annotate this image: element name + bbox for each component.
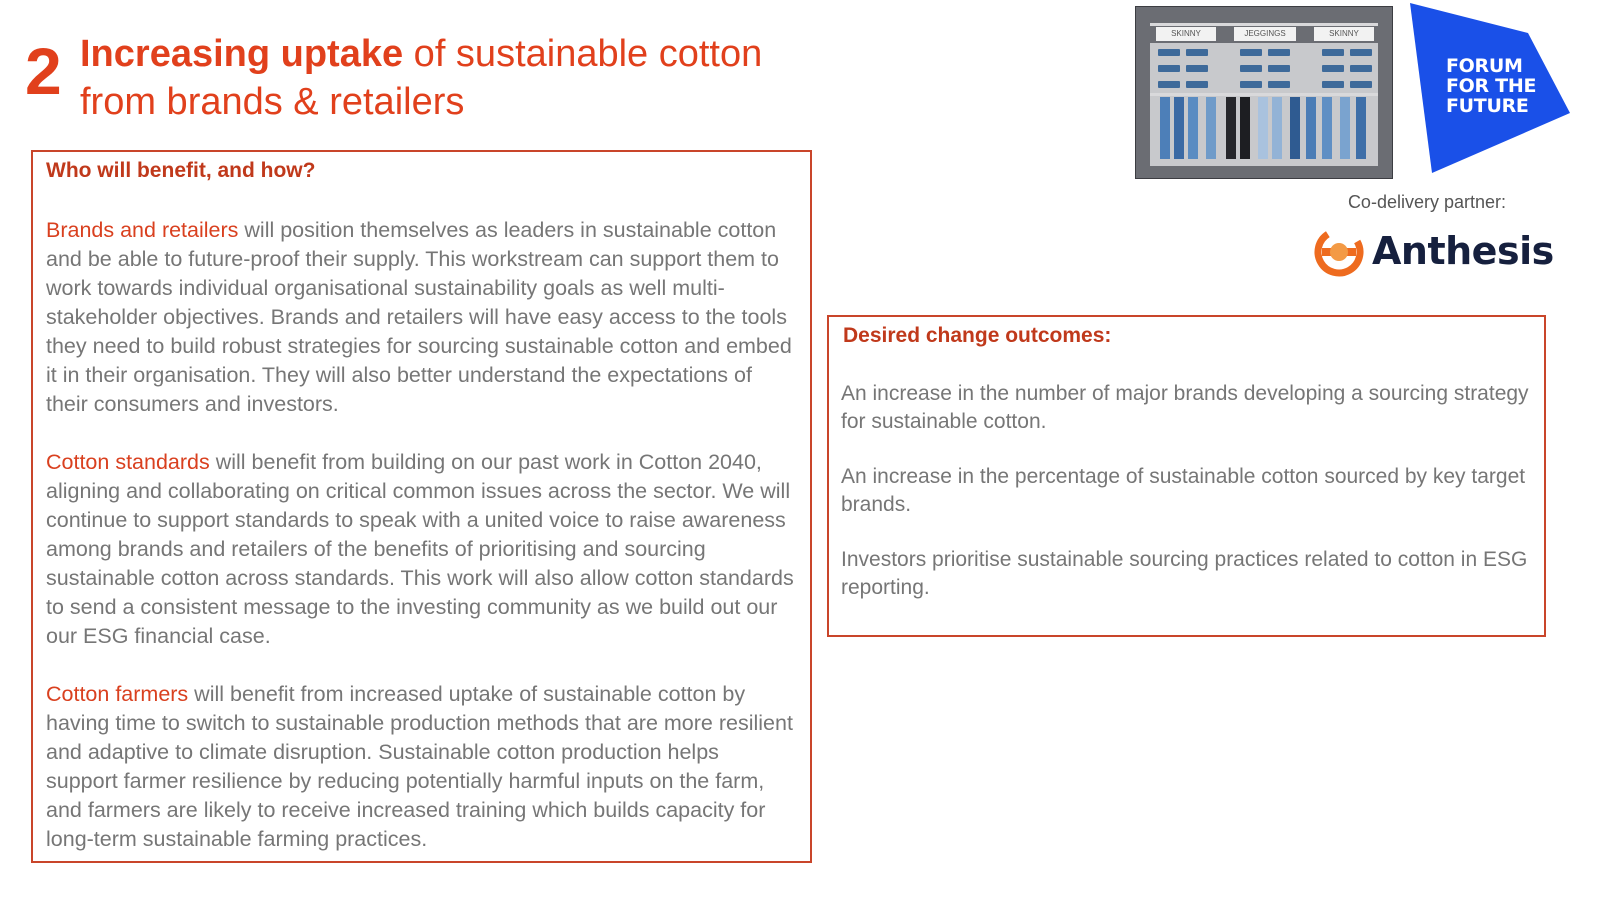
benefit-highlight: Cotton farmers bbox=[46, 682, 189, 706]
benefit-box bbox=[31, 150, 812, 863]
anthesis-logo-text: Anthesis bbox=[1372, 229, 1554, 273]
benefit-text: will benefit from building on our past work in Cotton 2040, aligning and collaborating on critical common issues across the sector. We will continue to support standards to speak with a united voice to raise awareness among brands and retailers of the benefits of prioritising and sourcing sustainable cotton across standards. This work will also allow cotton standards to send a consistent message to the investing community as we build out our our ESG financial case. bbox=[46, 450, 794, 648]
outcome-item: An increase in the number of major brands developing a sourcing strategy for sustainable cotton. bbox=[841, 382, 1529, 433]
title-rest: of sustainable cotton bbox=[403, 33, 763, 75]
forum-logo-text bbox=[1446, 56, 1536, 116]
co-delivery-label: Co-delivery partner: bbox=[1347, 192, 1506, 212]
benefit-paragraph-farmers bbox=[46, 680, 796, 854]
forum-logo-line: FORUM bbox=[1446, 55, 1523, 77]
title-line-2: from brands & retailers bbox=[80, 81, 465, 123]
benefit-text: will benefit from increased uptake of sustainable cotton by having time to switch to sustainable production methods that are more resilient and adaptive to climate disruption. Sustainable cotton production helps support farmer resilience by reducing potentially harmful inputs on the farm, and farmers are likely to receive increased training which builds capacity for long-term sustainable farming practices. bbox=[46, 682, 793, 851]
title-bold: Increasing uptake bbox=[80, 33, 404, 75]
photo-sign: JEGGINGS bbox=[1234, 27, 1296, 41]
forum-logo-line: FOR THE bbox=[1446, 75, 1537, 97]
outcome-item: An increase in the percentage of sustainable cotton sourced by key target brands. bbox=[841, 465, 1526, 516]
benefit-paragraph-brands bbox=[46, 216, 796, 419]
benefit-highlight: Cotton standards bbox=[46, 450, 210, 474]
store-jeans-photo bbox=[1135, 6, 1393, 179]
outcome-item: Investors prioritise sustainable sourcing practices related to cotton in ESG reporting. bbox=[841, 548, 1528, 599]
photo-sign: SKINNY bbox=[1314, 27, 1374, 41]
outcomes-heading: Desired change outcomes: bbox=[843, 324, 1112, 347]
photo-sign: SKINNY bbox=[1156, 27, 1216, 41]
anthesis-logo-icon bbox=[1314, 227, 1364, 277]
outcomes-box bbox=[827, 315, 1546, 637]
slide-number: 2 bbox=[25, 34, 62, 108]
benefit-highlight: Brands and retailers bbox=[46, 218, 239, 242]
benefit-heading: Who will benefit, and how? bbox=[46, 159, 316, 182]
benefit-text: will position themselves as leaders in sustainable cotton and be able to future-proof their supply. This workstream can support them to work towards individual organisational sustainability goals as well multi-stakeholder objectives. Brands and retailers will have easy access to the tools they need to build robust strategies for sourcing sustainable cotton and embed it in their organisation. They will also better understand the expectations of their consumers and investors. bbox=[46, 218, 792, 416]
forum-logo-line: FUTURE bbox=[1446, 95, 1529, 117]
slide-title bbox=[80, 30, 840, 126]
benefit-paragraph-standards bbox=[46, 448, 796, 651]
